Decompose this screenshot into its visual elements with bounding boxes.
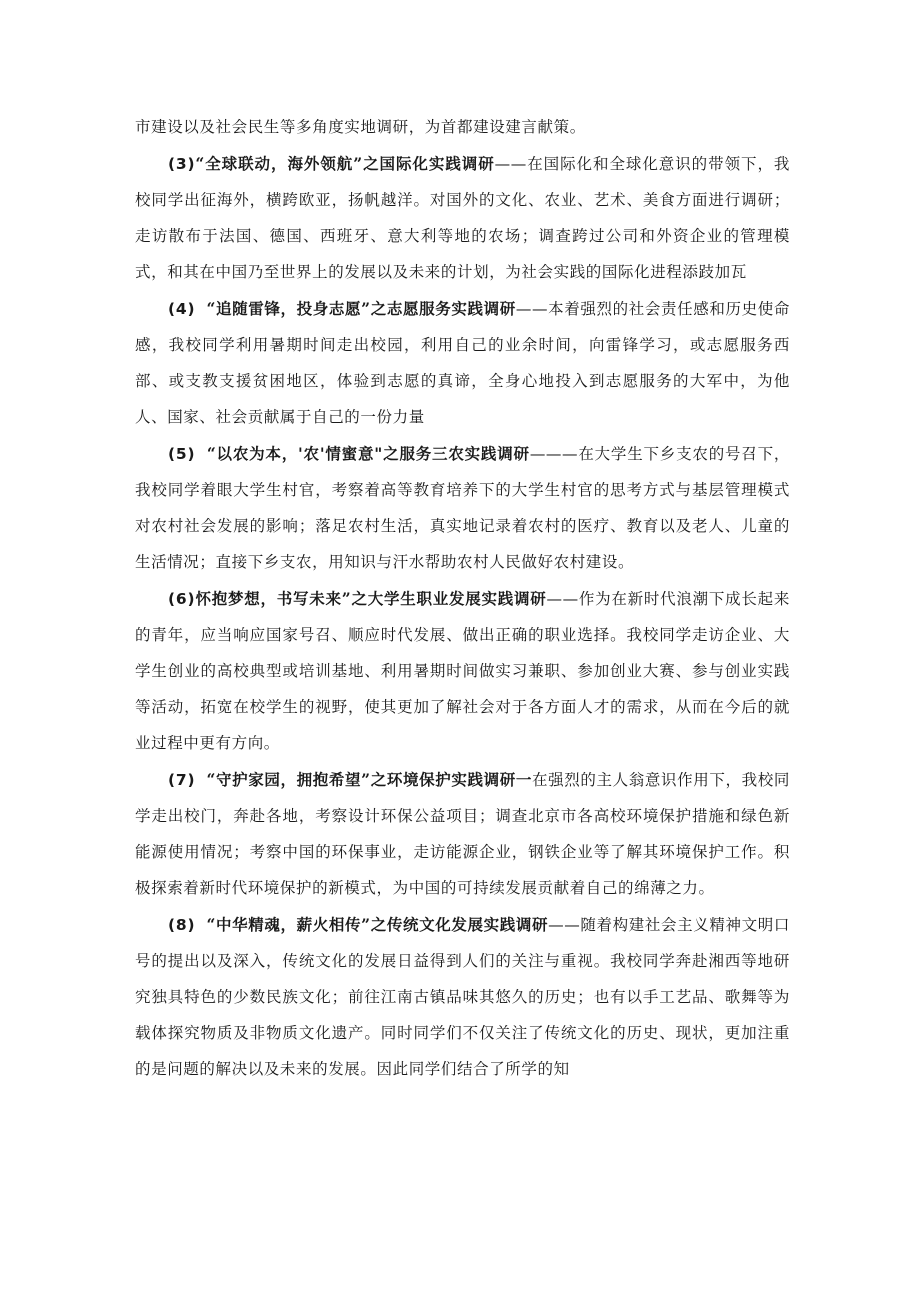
document-body: [135, 109, 790, 1087]
paragraph-body: 在强烈的主人翁意识作用下，我校同学走出校门，奔赴各地，考察设计环保公益项目；调查北京市各高校环境保护措施和绿色新能源使用情况；考察中国的环保事业，走访能源企业，钢铁企业等了解其环境保护工作。积极探索着新时代环境保护的新模式，为中国的可持续发展贡献着自己的绵薄之力。: [135, 771, 790, 897]
paragraph-number: (3): [168, 155, 196, 173]
paragraph-3-international: [135, 146, 790, 290]
paragraph-5-agriculture: [135, 436, 790, 580]
paragraph-number: (7): [168, 771, 196, 789]
paragraph-title: “全球联动，海外领航”之国际化实践调研: [195, 154, 495, 173]
paragraph-title: “追随雷锋，投身志愿”之志愿服务实践调研: [206, 299, 516, 318]
paragraph-7-environment: [135, 762, 790, 906]
paragraph-body: ——本着强烈的社会责任感和历史使命感，我校同学利用暑期时间走出校园，利用自己的业余时间，向雷锋学习，或志愿服务西部、或支教支援贫困地区，体验到志愿的真谛，全身心地投入到志愿服务的大军中，为他人、国家、社会贡献属于自己的一份力量: [135, 300, 790, 426]
paragraph-6-career: [135, 581, 790, 761]
paragraph-8-culture: [135, 907, 790, 1087]
paragraph-number: (8): [168, 916, 196, 934]
paragraph-body: ——在国际化和全球化意识的带领下，我校同学出征海外，横跨欧亚，扬帆越洋。对国外的文化、农业、艺术、美食方面进行调研；走访散布于法国、德国、西班牙、意大利等地的农场；调查跨过公司和外资企业的管理模式，和其在中国乃至世界上的发展以及未来的计划，为社会实践的国际化进程添跂加瓦: [135, 155, 791, 281]
paragraph-number: (6): [168, 590, 196, 608]
paragraph-number: (4): [168, 300, 196, 318]
paragraph-title: 怀抱梦想，书写未来”之大学生职业发展实践调研: [195, 589, 547, 608]
paragraph-body: ——随着构建社会主义精神文明口号的提出以及深入，传统文化的发展日益得到人们的关注与重视。我校同学奔赴湘西等地研究独具特色的少数民族文化；前往江南古镇品味其悠久的历史；也有以手工艺品、歌舞等为载体探究物质及非物质文化遗产。同时同学们不仅关注了传统文化的历史、现状，更加注重的是问题的解决以及未来的发展。因此同学们结合了所学的知: [135, 916, 790, 1078]
paragraph-body: ——作为在新时代浪潮下成长起来的青年，应当响应国家号召、顺应时代发展、做出正确的职业选择。我校同学走访企业、大学生创业的高校典型或培训基地、利用暑期时间做实习兼职、参加创业大赛、参与创业实践等活动，拓宽在校学生的视野，使其更加了解社会对于各方面人才的需求，从而在今后的就业过程中更有方向。: [135, 590, 790, 752]
paragraph-body: 市建设以及社会民生等多角度实地调研，为首都建设建言献策。: [135, 118, 586, 136]
paragraph-title: “中华精魂，薪火相传”之传统文化发展实践调研: [206, 915, 549, 934]
paragraph-title: “以农为本，'农'情蜜意"之服务三农实践调研: [206, 444, 530, 463]
paragraph-number: (5): [168, 445, 196, 463]
paragraph-continuation: [135, 109, 790, 145]
paragraph-body: ———在大学生下乡支农的号召下，我校同学着眼大学生村官，考察着高等教育培养下的大学生村官的思考方式与基层管理模式对农村社会发展的影响；落足农村生活，真实地记录着农村的医疗、教育以及老人、儿童的生活情况；直接下乡支农，用知识与汗水帮助农村人民做好农村建设。: [135, 445, 790, 571]
paragraph-title: “守护家园，拥抱希望”之环境保护实践调研一: [206, 770, 532, 789]
paragraph-4-volunteer: [135, 291, 790, 435]
